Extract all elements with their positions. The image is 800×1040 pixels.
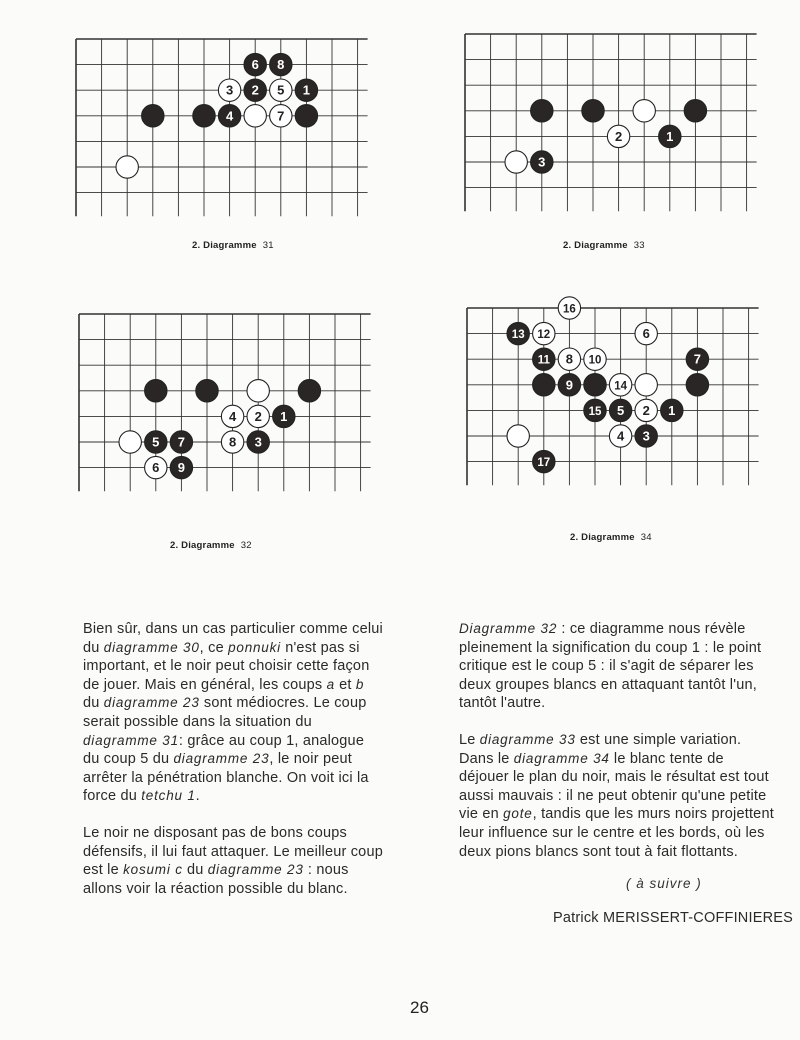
board-svg: [464, 33, 760, 224]
black-stone: [142, 105, 164, 127]
black-stone: [145, 380, 167, 402]
black-stone: [533, 374, 555, 396]
move-number-label: 9: [565, 377, 574, 393]
right-text-column: [459, 620, 777, 879]
move-number-label: 7: [177, 434, 186, 450]
italic-term: b: [355, 676, 365, 692]
paragraph: [459, 620, 777, 713]
move-number-label: 3: [642, 428, 650, 444]
black-stone: [298, 380, 320, 402]
italic-term: diagramme 23: [173, 751, 270, 767]
black-stone: [686, 374, 708, 396]
text-run: n'est pas si important, et le noir peut choisir cette façon de jouer. Mais en général, les coups: [83, 639, 370, 693]
italic-term: diagramme 31: [83, 732, 179, 748]
black-stone: [196, 380, 218, 402]
board-svg: [78, 313, 374, 504]
move-number-label: 4: [225, 108, 234, 124]
white-stone: [635, 374, 657, 396]
board-svg: [466, 303, 762, 498]
white-stone: [116, 156, 138, 178]
board-svg: [75, 38, 371, 229]
caption-number: 34: [640, 532, 652, 543]
move-number-label: 6: [642, 326, 650, 342]
diagram-32-caption: [170, 540, 252, 551]
caption-number: 33: [633, 240, 645, 251]
move-number-label: 13: [511, 329, 525, 342]
black-stone: [582, 100, 604, 122]
move-number-label: 6: [152, 460, 160, 476]
caption-number: 31: [262, 240, 274, 251]
move-number-label: 7: [693, 351, 702, 367]
move-number-label: 1: [668, 402, 676, 418]
move-number-label: 16: [563, 303, 576, 316]
text-run: du: [83, 695, 104, 712]
text-run: , le noir peut arrêter la pénétration blanche. On voit ici la force du: [83, 751, 369, 805]
italic-term: gote: [503, 806, 533, 822]
text-run: , ce: [199, 639, 229, 656]
caption-prefix: 2. Diagramme: [563, 240, 628, 251]
caption-prefix: 2. Diagramme: [192, 240, 257, 251]
diagram-34-caption: [570, 532, 652, 543]
italic-term: diagramme 30: [103, 639, 200, 655]
move-number-label: 3: [225, 82, 234, 98]
move-number-label: 1: [280, 408, 288, 424]
move-number-label: 2: [614, 128, 623, 144]
move-number-label: 12: [537, 329, 551, 342]
move-number-label: 5: [277, 82, 285, 98]
italic-term: tetchu 1: [141, 788, 196, 804]
text-run: Le noir ne disposant pas de bons coups défensifs, il lui faut attaquer. Le meilleur coup est le: [83, 824, 383, 879]
move-number-label: 10: [588, 354, 602, 367]
diagram-31-caption: [192, 240, 274, 251]
move-number-label: 17: [537, 457, 551, 470]
move-number-label: 8: [565, 351, 574, 367]
go-diagram-31: [75, 38, 371, 229]
text-run: : nous allons voir la réaction possible du blanc.: [83, 862, 349, 897]
text-run: et: [334, 676, 356, 693]
move-number-label: 7: [277, 108, 285, 124]
text-run: Le: [459, 731, 480, 748]
italic-term: ponnuki: [228, 639, 281, 655]
move-number-label: 4: [616, 428, 625, 444]
move-number-label: 3: [538, 154, 546, 170]
italic-term: diagramme 33: [479, 731, 576, 747]
white-stone: [507, 425, 529, 447]
left-text-column: [83, 620, 383, 916]
white-stone: [633, 100, 655, 122]
text-run: sont médiocres. Le coup serait possible dans la situation du: [83, 695, 367, 730]
move-number-label: 2: [642, 402, 650, 418]
italic-term: diagramme 34: [513, 750, 610, 766]
black-stone: [295, 105, 317, 127]
move-number-label: 6: [251, 57, 259, 73]
page-number: 26: [410, 998, 429, 1017]
go-diagram-34: [466, 303, 762, 498]
text-run: le blanc tente de déjouer le plan du noir, mais le résultat est tout aussi mauvais : il ne peut obtenir qu'une petite vie en: [459, 750, 769, 823]
text-run: : grâce au coup 1, analogue du coup 5 du: [83, 732, 365, 768]
move-number-label: 11: [537, 354, 550, 367]
move-number-label: 1: [302, 82, 311, 98]
caption-prefix: 2. Diagramme: [570, 532, 635, 543]
move-number-label: 9: [177, 460, 186, 476]
text-run: : ce diagramme nous révèle pleinement la signification du coup 1 : le point critique est le coup 5 : il s'agit de séparer les deux groupes blancs en attaquant tantôt l'un, tantôt l'autre.: [459, 621, 762, 712]
paragraph: [83, 620, 383, 806]
diagram-33-caption: [563, 240, 645, 251]
text-run: .: [195, 788, 200, 805]
white-stone: [247, 380, 269, 402]
go-diagram-32: [78, 313, 374, 504]
move-number-label: 3: [254, 434, 262, 450]
move-number-label: 8: [228, 434, 237, 450]
italic-term: diagramme 23: [207, 862, 304, 878]
move-number-label: 14: [614, 380, 627, 393]
black-stone: [531, 100, 553, 122]
italic-term: Diagramme 32: [459, 621, 558, 636]
move-number-label: 1: [666, 128, 674, 144]
caption-number: 32: [240, 540, 252, 551]
move-number-label: 5: [152, 434, 160, 450]
text-run: Bien sûr, dans un cas particulier comme celui du: [83, 621, 383, 656]
caption-prefix: 2. Diagramme: [170, 540, 235, 551]
text-run: , tandis que les murs noirs projettent leur influence sur le centre et les bords, où les deux pions blancs sont tout à fait flottants.: [459, 806, 774, 860]
move-number-label: 2: [254, 408, 262, 424]
italic-term: kosumi c: [123, 862, 183, 878]
text-run: du: [182, 862, 208, 879]
text-run: est une simple variation. Dans le: [459, 731, 742, 767]
white-stone: [244, 105, 266, 127]
author-name: Patrick MERISSERT-COFFINIERES: [553, 910, 793, 926]
move-number-label: 8: [277, 57, 285, 73]
move-number-label: 15: [588, 405, 602, 418]
black-stone: [193, 105, 215, 127]
move-number-label: 5: [616, 402, 625, 418]
to-be-continued: ( à suivre ): [626, 876, 702, 891]
black-stone: [584, 374, 606, 396]
move-number-label: 2: [251, 82, 259, 98]
go-diagram-33: [464, 33, 760, 224]
white-stone: [119, 431, 141, 453]
paragraph: [459, 731, 777, 861]
move-number-label: 4: [228, 408, 237, 424]
italic-term: a: [326, 676, 335, 692]
black-stone: [684, 100, 706, 122]
italic-term: diagramme 23: [103, 695, 200, 711]
paragraph: [83, 824, 383, 898]
white-stone: [505, 151, 527, 173]
